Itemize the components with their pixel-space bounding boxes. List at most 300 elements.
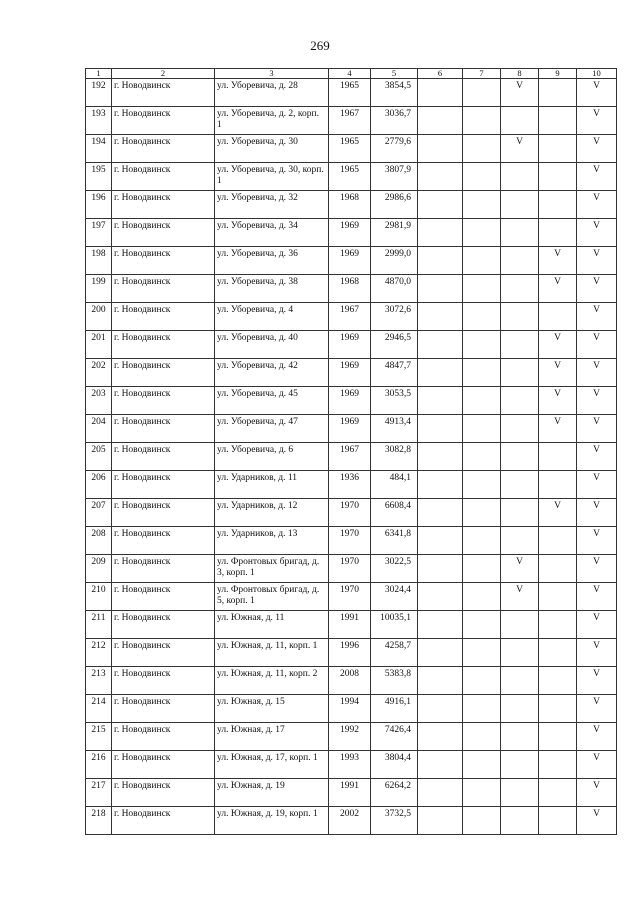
table-row bbox=[86, 107, 617, 135]
address-cell: ул. Уборевича, д. 32 bbox=[215, 191, 329, 219]
mark-cell-6 bbox=[418, 527, 463, 555]
mark-cell-6 bbox=[418, 443, 463, 471]
city-cell: г. Новодвинск bbox=[112, 107, 215, 135]
table-row bbox=[86, 751, 617, 779]
mark-cell-7 bbox=[463, 443, 501, 471]
mark-cell-6 bbox=[418, 275, 463, 303]
address-cell: ул. Фронтовых бригад, д. 5, корп. 1 bbox=[215, 583, 329, 611]
column-header: 7 bbox=[463, 69, 501, 79]
mark-cell-10: V bbox=[577, 387, 617, 415]
mark-cell-8: V bbox=[501, 583, 539, 611]
row-number: 197 bbox=[86, 219, 112, 247]
mark-cell-10: V bbox=[577, 163, 617, 191]
mark-cell-9 bbox=[539, 555, 577, 583]
row-number: 192 bbox=[86, 79, 112, 107]
row-number: 212 bbox=[86, 639, 112, 667]
year-cell: 2002 bbox=[329, 807, 371, 835]
mark-cell-8 bbox=[501, 471, 539, 499]
table-row bbox=[86, 779, 617, 807]
mark-cell-7 bbox=[463, 219, 501, 247]
area-cell: 3022,5 bbox=[371, 555, 418, 583]
mark-cell-8: V bbox=[501, 555, 539, 583]
mark-cell-8 bbox=[501, 107, 539, 135]
address-cell: ул. Южная, д. 11, корп. 2 bbox=[215, 667, 329, 695]
table-row bbox=[86, 695, 617, 723]
area-cell: 6608,4 bbox=[371, 499, 418, 527]
year-cell: 1965 bbox=[329, 79, 371, 107]
row-number: 200 bbox=[86, 303, 112, 331]
mark-cell-10: V bbox=[577, 695, 617, 723]
area-cell: 4870,0 bbox=[371, 275, 418, 303]
address-cell: ул. Ударников, д. 12 bbox=[215, 499, 329, 527]
mark-cell-6 bbox=[418, 751, 463, 779]
mark-cell-6 bbox=[418, 163, 463, 191]
area-cell: 3854,5 bbox=[371, 79, 418, 107]
year-cell: 1969 bbox=[329, 359, 371, 387]
mark-cell-8 bbox=[501, 611, 539, 639]
city-cell: г. Новодвинск bbox=[112, 611, 215, 639]
year-cell: 1969 bbox=[329, 415, 371, 443]
mark-cell-7 bbox=[463, 79, 501, 107]
area-cell: 2981,9 bbox=[371, 219, 418, 247]
table-row bbox=[86, 415, 617, 443]
mark-cell-10: V bbox=[577, 723, 617, 751]
mark-cell-10: V bbox=[577, 807, 617, 835]
row-number: 206 bbox=[86, 471, 112, 499]
mark-cell-9 bbox=[539, 751, 577, 779]
housing-table bbox=[85, 68, 617, 835]
mark-cell-7 bbox=[463, 639, 501, 667]
area-cell: 3082,8 bbox=[371, 443, 418, 471]
mark-cell-10: V bbox=[577, 751, 617, 779]
address-cell: ул. Ударников, д. 11 bbox=[215, 471, 329, 499]
table-row bbox=[86, 359, 617, 387]
mark-cell-10: V bbox=[577, 611, 617, 639]
mark-cell-6 bbox=[418, 219, 463, 247]
row-number: 203 bbox=[86, 387, 112, 415]
year-cell: 1991 bbox=[329, 611, 371, 639]
year-cell: 1970 bbox=[329, 527, 371, 555]
mark-cell-8 bbox=[501, 751, 539, 779]
mark-cell-9 bbox=[539, 303, 577, 331]
address-cell: ул. Южная, д. 19 bbox=[215, 779, 329, 807]
area-cell: 4258,7 bbox=[371, 639, 418, 667]
address-cell: ул. Уборевича, д. 4 bbox=[215, 303, 329, 331]
mark-cell-7 bbox=[463, 527, 501, 555]
mark-cell-9 bbox=[539, 191, 577, 219]
mark-cell-10: V bbox=[577, 247, 617, 275]
city-cell: г. Новодвинск bbox=[112, 471, 215, 499]
address-cell: ул. Южная, д. 17, корп. 1 bbox=[215, 751, 329, 779]
city-cell: г. Новодвинск bbox=[112, 723, 215, 751]
year-cell: 1996 bbox=[329, 639, 371, 667]
area-cell: 7426,4 bbox=[371, 723, 418, 751]
city-cell: г. Новодвинск bbox=[112, 219, 215, 247]
table-row bbox=[86, 191, 617, 219]
mark-cell-8 bbox=[501, 163, 539, 191]
table-row bbox=[86, 135, 617, 163]
city-cell: г. Новодвинск bbox=[112, 247, 215, 275]
address-cell: ул. Уборевича, д. 36 bbox=[215, 247, 329, 275]
mark-cell-10: V bbox=[577, 527, 617, 555]
mark-cell-10: V bbox=[577, 107, 617, 135]
mark-cell-9 bbox=[539, 611, 577, 639]
area-cell: 484,1 bbox=[371, 471, 418, 499]
row-number: 194 bbox=[86, 135, 112, 163]
mark-cell-9 bbox=[539, 527, 577, 555]
mark-cell-8 bbox=[501, 807, 539, 835]
column-header: 6 bbox=[418, 69, 463, 79]
table-row bbox=[86, 163, 617, 191]
area-cell: 6264,2 bbox=[371, 779, 418, 807]
mark-cell-6 bbox=[418, 583, 463, 611]
mark-cell-10: V bbox=[577, 443, 617, 471]
city-cell: г. Новодвинск bbox=[112, 331, 215, 359]
row-number: 217 bbox=[86, 779, 112, 807]
mark-cell-7 bbox=[463, 359, 501, 387]
mark-cell-8 bbox=[501, 527, 539, 555]
area-cell: 4847,7 bbox=[371, 359, 418, 387]
city-cell: г. Новодвинск bbox=[112, 583, 215, 611]
area-cell: 3072,6 bbox=[371, 303, 418, 331]
mark-cell-9 bbox=[539, 471, 577, 499]
row-number: 199 bbox=[86, 275, 112, 303]
area-cell: 4913,4 bbox=[371, 415, 418, 443]
year-cell: 1967 bbox=[329, 303, 371, 331]
mark-cell-10: V bbox=[577, 331, 617, 359]
mark-cell-8 bbox=[501, 303, 539, 331]
city-cell: г. Новодвинск bbox=[112, 275, 215, 303]
mark-cell-7 bbox=[463, 583, 501, 611]
city-cell: г. Новодвинск bbox=[112, 359, 215, 387]
area-cell: 10035,1 bbox=[371, 611, 418, 639]
area-cell: 3053,5 bbox=[371, 387, 418, 415]
table-row bbox=[86, 527, 617, 555]
mark-cell-6 bbox=[418, 667, 463, 695]
mark-cell-6 bbox=[418, 331, 463, 359]
mark-cell-7 bbox=[463, 499, 501, 527]
mark-cell-6 bbox=[418, 359, 463, 387]
city-cell: г. Новодвинск bbox=[112, 527, 215, 555]
mark-cell-6 bbox=[418, 107, 463, 135]
mark-cell-7 bbox=[463, 107, 501, 135]
address-cell: ул. Южная, д. 11, корп. 1 bbox=[215, 639, 329, 667]
year-cell: 1968 bbox=[329, 275, 371, 303]
table-row bbox=[86, 723, 617, 751]
table-row bbox=[86, 275, 617, 303]
mark-cell-6 bbox=[418, 415, 463, 443]
mark-cell-8: V bbox=[501, 79, 539, 107]
mark-cell-8 bbox=[501, 415, 539, 443]
mark-cell-7 bbox=[463, 751, 501, 779]
mark-cell-9 bbox=[539, 723, 577, 751]
address-cell: ул. Уборевича, д. 30 bbox=[215, 135, 329, 163]
mark-cell-10: V bbox=[577, 359, 617, 387]
area-cell: 3036,7 bbox=[371, 107, 418, 135]
mark-cell-8 bbox=[501, 695, 539, 723]
row-number: 201 bbox=[86, 331, 112, 359]
mark-cell-7 bbox=[463, 695, 501, 723]
address-cell: ул. Уборевича, д. 47 bbox=[215, 415, 329, 443]
mark-cell-10: V bbox=[577, 583, 617, 611]
mark-cell-9 bbox=[539, 779, 577, 807]
mark-cell-8 bbox=[501, 387, 539, 415]
mark-cell-6 bbox=[418, 499, 463, 527]
mark-cell-8 bbox=[501, 219, 539, 247]
address-cell: ул. Уборевича, д. 40 bbox=[215, 331, 329, 359]
city-cell: г. Новодвинск bbox=[112, 807, 215, 835]
column-header: 8 bbox=[501, 69, 539, 79]
mark-cell-6 bbox=[418, 135, 463, 163]
mark-cell-10: V bbox=[577, 79, 617, 107]
row-number: 204 bbox=[86, 415, 112, 443]
table-row bbox=[86, 639, 617, 667]
table-row bbox=[86, 303, 617, 331]
mark-cell-10: V bbox=[577, 135, 617, 163]
year-cell: 1970 bbox=[329, 583, 371, 611]
table-row bbox=[86, 499, 617, 527]
year-cell: 1969 bbox=[329, 387, 371, 415]
city-cell: г. Новодвинск bbox=[112, 415, 215, 443]
mark-cell-7 bbox=[463, 415, 501, 443]
mark-cell-8 bbox=[501, 275, 539, 303]
mark-cell-9: V bbox=[539, 499, 577, 527]
mark-cell-8 bbox=[501, 331, 539, 359]
mark-cell-9 bbox=[539, 443, 577, 471]
city-cell: г. Новодвинск bbox=[112, 779, 215, 807]
row-number: 213 bbox=[86, 667, 112, 695]
table-row bbox=[86, 471, 617, 499]
mark-cell-8: V bbox=[501, 135, 539, 163]
mark-cell-7 bbox=[463, 387, 501, 415]
address-cell: ул. Южная, д. 19, корп. 1 bbox=[215, 807, 329, 835]
address-cell: ул. Южная, д. 17 bbox=[215, 723, 329, 751]
address-cell: ул. Южная, д. 11 bbox=[215, 611, 329, 639]
address-cell: ул. Уборевича, д. 45 bbox=[215, 387, 329, 415]
mark-cell-7 bbox=[463, 471, 501, 499]
year-cell: 1936 bbox=[329, 471, 371, 499]
area-cell: 4916,1 bbox=[371, 695, 418, 723]
year-cell: 1970 bbox=[329, 499, 371, 527]
mark-cell-9 bbox=[539, 807, 577, 835]
row-number: 202 bbox=[86, 359, 112, 387]
mark-cell-10: V bbox=[577, 275, 617, 303]
mark-cell-9 bbox=[539, 135, 577, 163]
city-cell: г. Новодвинск bbox=[112, 555, 215, 583]
mark-cell-10: V bbox=[577, 219, 617, 247]
city-cell: г. Новодвинск bbox=[112, 163, 215, 191]
table-row bbox=[86, 555, 617, 583]
year-cell: 1967 bbox=[329, 107, 371, 135]
mark-cell-10: V bbox=[577, 779, 617, 807]
city-cell: г. Новодвинск bbox=[112, 135, 215, 163]
address-cell: ул. Уборевича, д. 42 bbox=[215, 359, 329, 387]
table-row bbox=[86, 247, 617, 275]
column-header: 10 bbox=[577, 69, 617, 79]
area-cell: 2946,5 bbox=[371, 331, 418, 359]
city-cell: г. Новодвинск bbox=[112, 751, 215, 779]
city-cell: г. Новодвинск bbox=[112, 79, 215, 107]
area-cell: 3024,4 bbox=[371, 583, 418, 611]
mark-cell-8 bbox=[501, 639, 539, 667]
mark-cell-8 bbox=[501, 723, 539, 751]
mark-cell-6 bbox=[418, 723, 463, 751]
mark-cell-6 bbox=[418, 807, 463, 835]
mark-cell-7 bbox=[463, 331, 501, 359]
mark-cell-9 bbox=[539, 695, 577, 723]
mark-cell-9 bbox=[539, 583, 577, 611]
mark-cell-6 bbox=[418, 471, 463, 499]
mark-cell-7 bbox=[463, 135, 501, 163]
mark-cell-8 bbox=[501, 779, 539, 807]
mark-cell-9 bbox=[539, 667, 577, 695]
table-row bbox=[86, 667, 617, 695]
column-header: 2 bbox=[112, 69, 215, 79]
mark-cell-7 bbox=[463, 723, 501, 751]
address-cell: ул. Уборевича, д. 6 bbox=[215, 443, 329, 471]
table-row bbox=[86, 331, 617, 359]
year-cell: 1969 bbox=[329, 247, 371, 275]
mark-cell-8 bbox=[501, 667, 539, 695]
mark-cell-9: V bbox=[539, 331, 577, 359]
area-cell: 3804,4 bbox=[371, 751, 418, 779]
mark-cell-9 bbox=[539, 219, 577, 247]
table-row bbox=[86, 807, 617, 835]
address-cell: ул. Фронтовых бригад, д. 3, корп. 1 bbox=[215, 555, 329, 583]
mark-cell-6 bbox=[418, 779, 463, 807]
address-cell: ул. Уборевича, д. 2, корп. 1 bbox=[215, 107, 329, 135]
table-body bbox=[86, 79, 617, 835]
address-cell: ул. Южная, д. 15 bbox=[215, 695, 329, 723]
row-number: 208 bbox=[86, 527, 112, 555]
column-header: 9 bbox=[539, 69, 577, 79]
mark-cell-7 bbox=[463, 555, 501, 583]
address-cell: ул. Уборевича, д. 34 bbox=[215, 219, 329, 247]
address-cell: ул. Ударников, д. 13 bbox=[215, 527, 329, 555]
mark-cell-9: V bbox=[539, 415, 577, 443]
address-cell: ул. Уборевича, д. 30, корп. 1 bbox=[215, 163, 329, 191]
city-cell: г. Новодвинск bbox=[112, 667, 215, 695]
mark-cell-8 bbox=[501, 443, 539, 471]
row-number: 209 bbox=[86, 555, 112, 583]
mark-cell-10: V bbox=[577, 499, 617, 527]
year-cell: 1967 bbox=[329, 443, 371, 471]
city-cell: г. Новодвинск bbox=[112, 499, 215, 527]
mark-cell-8 bbox=[501, 191, 539, 219]
mark-cell-6 bbox=[418, 79, 463, 107]
address-cell: ул. Уборевича, д. 38 bbox=[215, 275, 329, 303]
mark-cell-10: V bbox=[577, 191, 617, 219]
mark-cell-7 bbox=[463, 247, 501, 275]
column-header: 5 bbox=[371, 69, 418, 79]
year-cell: 2008 bbox=[329, 667, 371, 695]
row-number: 211 bbox=[86, 611, 112, 639]
city-cell: г. Новодвинск bbox=[112, 695, 215, 723]
mark-cell-6 bbox=[418, 387, 463, 415]
table-row bbox=[86, 583, 617, 611]
mark-cell-6 bbox=[418, 191, 463, 219]
mark-cell-9: V bbox=[539, 359, 577, 387]
mark-cell-10: V bbox=[577, 471, 617, 499]
mark-cell-9: V bbox=[539, 275, 577, 303]
mark-cell-9 bbox=[539, 79, 577, 107]
mark-cell-7 bbox=[463, 667, 501, 695]
row-number: 215 bbox=[86, 723, 112, 751]
mark-cell-9 bbox=[539, 639, 577, 667]
table-row bbox=[86, 611, 617, 639]
mark-cell-6 bbox=[418, 247, 463, 275]
column-number-row bbox=[86, 69, 617, 79]
year-cell: 1992 bbox=[329, 723, 371, 751]
area-cell: 2986,6 bbox=[371, 191, 418, 219]
page-number: 269 bbox=[310, 38, 330, 53]
year-cell: 1991 bbox=[329, 779, 371, 807]
mark-cell-7 bbox=[463, 807, 501, 835]
city-cell: г. Новодвинск bbox=[112, 639, 215, 667]
city-cell: г. Новодвинск bbox=[112, 303, 215, 331]
year-cell: 1970 bbox=[329, 555, 371, 583]
table-row bbox=[86, 79, 617, 107]
column-header: 3 bbox=[215, 69, 329, 79]
area-cell: 5383,8 bbox=[371, 667, 418, 695]
city-cell: г. Новодвинск bbox=[112, 443, 215, 471]
area-cell: 2779,6 bbox=[371, 135, 418, 163]
year-cell: 1968 bbox=[329, 191, 371, 219]
mark-cell-9 bbox=[539, 163, 577, 191]
row-number: 195 bbox=[86, 163, 112, 191]
mark-cell-7 bbox=[463, 191, 501, 219]
year-cell: 1965 bbox=[329, 163, 371, 191]
mark-cell-6 bbox=[418, 555, 463, 583]
row-number: 198 bbox=[86, 247, 112, 275]
row-number: 218 bbox=[86, 807, 112, 835]
row-number: 210 bbox=[86, 583, 112, 611]
mark-cell-10: V bbox=[577, 415, 617, 443]
row-number: 207 bbox=[86, 499, 112, 527]
mark-cell-8 bbox=[501, 359, 539, 387]
mark-cell-7 bbox=[463, 163, 501, 191]
mark-cell-9: V bbox=[539, 387, 577, 415]
area-cell: 6341,8 bbox=[371, 527, 418, 555]
mark-cell-7 bbox=[463, 275, 501, 303]
table-row bbox=[86, 443, 617, 471]
area-cell: 2999,0 bbox=[371, 247, 418, 275]
row-number: 216 bbox=[86, 751, 112, 779]
table-row bbox=[86, 387, 617, 415]
year-cell: 1993 bbox=[329, 751, 371, 779]
city-cell: г. Новодвинск bbox=[112, 387, 215, 415]
mark-cell-7 bbox=[463, 611, 501, 639]
area-cell: 3807,9 bbox=[371, 163, 418, 191]
row-number: 214 bbox=[86, 695, 112, 723]
mark-cell-6 bbox=[418, 695, 463, 723]
city-cell: г. Новодвинск bbox=[112, 191, 215, 219]
year-cell: 1969 bbox=[329, 219, 371, 247]
area-cell: 3732,5 bbox=[371, 807, 418, 835]
column-header: 1 bbox=[86, 69, 112, 79]
row-number: 193 bbox=[86, 107, 112, 135]
mark-cell-10: V bbox=[577, 639, 617, 667]
mark-cell-10: V bbox=[577, 303, 617, 331]
table-row bbox=[86, 219, 617, 247]
year-cell: 1994 bbox=[329, 695, 371, 723]
mark-cell-9 bbox=[539, 107, 577, 135]
year-cell: 1965 bbox=[329, 135, 371, 163]
mark-cell-7 bbox=[463, 303, 501, 331]
mark-cell-10: V bbox=[577, 555, 617, 583]
mark-cell-6 bbox=[418, 303, 463, 331]
column-header: 4 bbox=[329, 69, 371, 79]
